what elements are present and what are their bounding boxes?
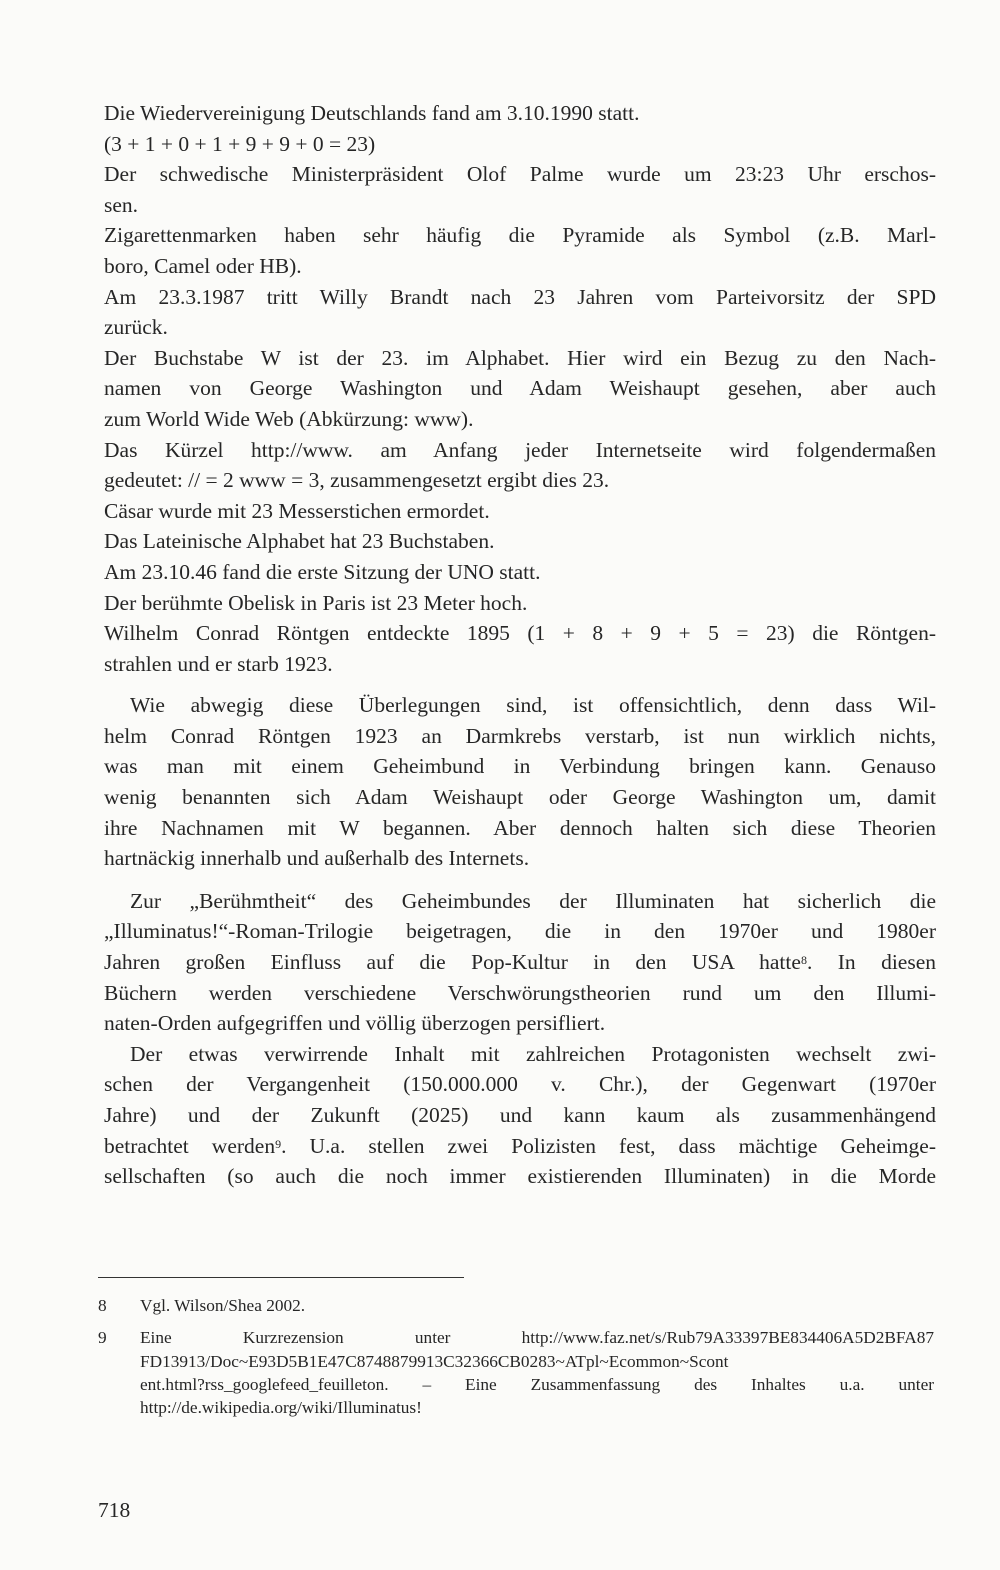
- paragraph-line: hartnäckig innerhalb und außerhalb des Internets.: [104, 846, 530, 871]
- list-line: Am 23.10.46 fand die erste Sitzung der UNO statt.: [104, 559, 541, 584]
- paragraph-2: [104, 886, 936, 1039]
- list-line: (3 + 1 + 0 + 1 + 9 + 9 + 0 = 23): [104, 131, 376, 156]
- paragraph-line: naten-Orden aufgegriffen und völlig überzogen persifliert.: [104, 1011, 606, 1036]
- footnote-line[interactable]: http://de.wikipedia.org/wiki/Illuminatus!: [140, 1398, 422, 1418]
- paragraph-line: „Illuminatus!“-Roman-Trilogie beigetragen, die in den 1970er und 1980er: [104, 919, 936, 944]
- list-23-examples: [104, 98, 936, 679]
- paragraph-line: schen der Vergangenheit (150.000.000 v. Chr.), der Gegenwart (1970er: [104, 1072, 936, 1097]
- paragraph-line: helm Conrad Röntgen 1923 an Darmkrebs verstarb, ist nun wirklich nichts,: [104, 723, 936, 748]
- paragraph-1: [104, 690, 936, 874]
- list-line: strahlen und er starb 1923.: [104, 651, 333, 676]
- paragraph-line: Zur „Berühmtheit“ des Geheimbundes der Illuminaten hat sicherlich die: [130, 888, 936, 913]
- paragraph-line: Büchern werden verschiedene Verschwörungstheorien rund um den Illumi-: [104, 980, 936, 1005]
- text-run: Jahren großen Einfluss auf die Pop-Kultur in den USA hatte: [104, 950, 801, 975]
- text-run: betrachtet werden: [104, 1133, 276, 1158]
- text-run: . In diesen: [806, 950, 936, 975]
- page-number: 718: [98, 1498, 131, 1522]
- paragraph-line: [104, 947, 936, 978]
- paragraph-line: wenig benannten sich Adam Weishaupt oder George Washington um, damit: [104, 785, 936, 810]
- footnote-ref-8[interactable]: 8: [800, 953, 807, 968]
- list-line: zurück.: [104, 315, 168, 340]
- list-line: Der Buchstabe W ist der 23. im Alphabet. Hier wird ein Bezug zu den Nach-: [104, 345, 936, 370]
- footnote-line[interactable]: Eine Kurzrezension unter http://www.faz.net/s/Rub79A33397BE834406A5D2BFA87: [140, 1328, 934, 1348]
- paragraph-line: Jahre) und der Zukunft (2025) und kann kaum als zusammenhängend: [104, 1103, 936, 1127]
- paragraph-line: ihre Nachnamen mit W begannen. Aber dennoch halten sich diese Theorien: [104, 815, 936, 840]
- list-line: Am 23.3.1987 tritt Willy Brandt nach 23 Jahren vom Parteivorsitz der SPD: [104, 284, 936, 309]
- paragraph-3: [104, 1039, 936, 1192]
- list-line: Wilhelm Conrad Röntgen entdeckte 1895 (1 + 8 + 9 + 5 = 23) die Röntgen-: [104, 621, 936, 646]
- footnote-number: 8: [98, 1296, 107, 1315]
- list-line: Der berühmte Obelisk in Paris ist 23 Meter hoch.: [104, 590, 528, 615]
- paragraph-line: was man mit einem Geheimbund in Verbindung bringen kann. Genauso: [104, 754, 936, 779]
- paragraph-line: [104, 1131, 936, 1162]
- list-line: namen von George Washington und Adam Weishaupt gesehen, aber auch: [104, 376, 936, 401]
- footnote-number: 9: [98, 1328, 107, 1348]
- list-line: Das Kürzel http://www. am Anfang jeder Internetseite wird folgendermaßen: [104, 437, 936, 462]
- list-line: Die Wiedervereinigung Deutschlands fand am 3.10.1990 statt.: [104, 101, 640, 125]
- list-line: Der schwedische Ministerpräsident Olof Palme wurde um 23:23 Uhr erschos-: [104, 162, 936, 187]
- footnote-separator: [98, 1277, 464, 1278]
- list-line: sen.: [104, 192, 139, 217]
- list-line: Zigarettenmarken haben sehr häufig die Pyramide als Symbol (z.B. Marl-: [104, 223, 936, 248]
- footnote-line[interactable]: ent.html?rss_googlefeed_feuilleton. – Eine Zusammenfassung des Inhaltes u.a. unter: [140, 1374, 934, 1394]
- footnotes: [98, 1294, 934, 1419]
- footnote-ref-9[interactable]: 9: [275, 1136, 282, 1151]
- paragraph-line: Wie abwegig diese Überlegungen sind, ist offensichtlich, denn dass Wil-: [130, 693, 936, 718]
- text-run: . U.a. stellen zwei Polizisten fest, dass mächtige Geheimge-: [281, 1133, 936, 1158]
- footnote-8: [98, 1294, 934, 1317]
- list-line: Das Lateinische Alphabet hat 23 Buchstaben.: [104, 529, 495, 554]
- list-line: Cäsar wurde mit 23 Messerstichen ermordet.: [104, 498, 490, 523]
- list-line: boro, Camel oder HB).: [104, 253, 302, 278]
- footnote-line: Vgl. Wilson/Shea 2002.: [140, 1296, 306, 1315]
- list-line: zum World Wide Web (Abkürzung: www).: [104, 406, 474, 431]
- paragraph-line: Der etwas verwirrende Inhalt mit zahlreichen Protagonisten wechselt zwi-: [130, 1041, 936, 1066]
- main-text: [104, 98, 936, 1192]
- footnote-9: [98, 1326, 934, 1419]
- footnote-line[interactable]: FD13913/Doc~E93D5B1E47C8748879913C32366CB0283~ATpl~Ecommon~Scont: [140, 1351, 729, 1371]
- paragraph-line: sellschaften (so auch die noch immer existierenden Illuminaten) in die Morde: [104, 1164, 936, 1189]
- list-line: gedeutet: // = 2 www = 3, zusammengesetzt ergibt dies 23.: [104, 468, 610, 493]
